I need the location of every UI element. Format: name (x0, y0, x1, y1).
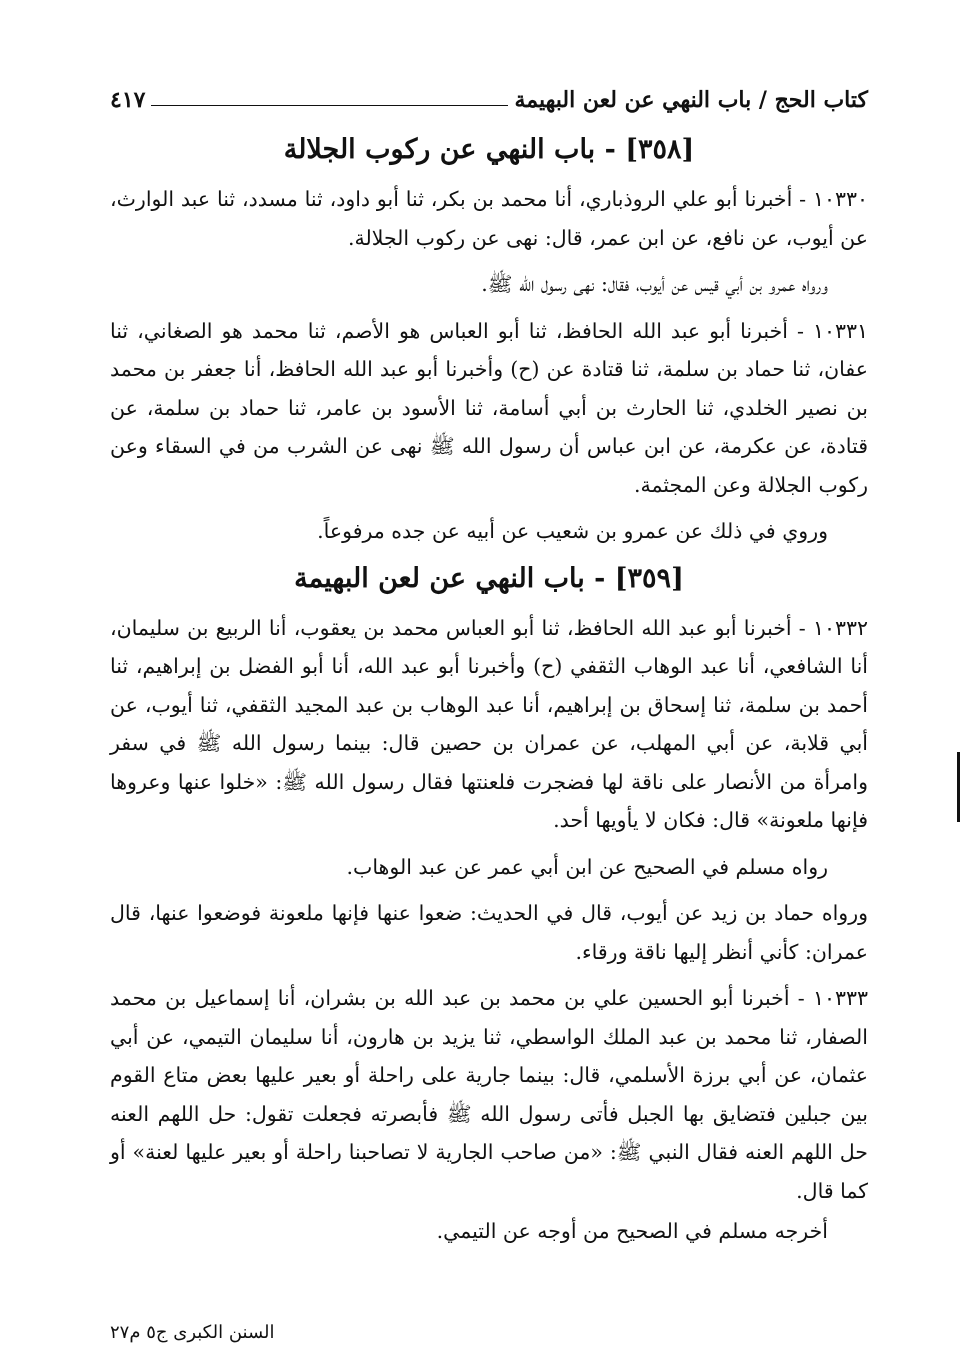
page-number: ٤١٧ (110, 87, 146, 113)
hadith-10330: ١٠٣٣٠ - أخبرنا أبو علي الروذباري، أنا محمد بن بكر، ثنا أبو داود، ثنا مسدد، ثنا عبد الوارث، عن أيوب، عن نافع، عن ابن عمر، قال: نهى عن ركوب الجلالة. (110, 187, 868, 250)
header-rule (151, 105, 508, 106)
chapter-heading-358: [٣٥٨] - باب النهي عن ركوب الجلالة (283, 134, 695, 165)
chapter-heading-359: [٣٥٩] - باب النهي عن لعن البهيمة (294, 562, 684, 594)
hadith-10331: ١٠٣٣١ - أخبرنا أبو عبد الله الحافظ، ثنا أبو العباس هو الأصم، ثنا محمد هو الصغاني، ثنا عفان، ثنا حماد بن سلمة، ثنا قتادة عن (ح) وأخبرنا أبو عبد الله الحافظ، أنا جعفر بن محمد بن نصير الخلدي، ثنا الحارث بن أبي أسامة، ثنا الأسود بن عامر، ثنا حماد بن سلمة، عن قتادة، عن عكرمة، عن ابن عباس أن رسول الله ﷺ نهى عن الشرب من في السقاء وعن ركوب الجلالة وعن المجثمة. (110, 318, 868, 497)
margin-mark (957, 752, 960, 822)
volume-signature: السنن الكبرى ج٥ م٢٧ (110, 1322, 275, 1343)
narration-note: ورواه حماد بن زيد عن أيوب، قال في الحديث: ضعوا عنها فإنها ملعونة فوضعوا عنها، قال عمران: كأني أنظر إليها ناقة ورقاء. (110, 901, 868, 964)
hadith-10333: ١٠٣٣٣ - أخبرنا أبو الحسين علي بن محمد بن عبد الله بن بشران، أنا إسماعيل بن محمد الصفار، ثنا محمد بن عبد الملك الواسطي، ثنا يزيد بن هارون، أنا سليمان التيمي، عن أبي عثمان، عن أبي برزة الأسلمي، قال: بينما جارية على راحلة أو بعير عليها بعض متاع القوم بين جبلين فتضايق بها الجبل فأتى رسول الله ﷺ فأبصرته فجعلت تقول: حل اللهم العنه حل اللهم العنه فقال النبي ﷺ: «من صاحب الجارية لا تصاحبنا راحلة أو بعير عليها لعنة» أو كما قال. (110, 986, 868, 1203)
running-title: كتاب الحج / باب النهي عن لعن البهيمة (514, 87, 868, 113)
page-body (110, 122, 868, 1253)
narration-note: وروي في ذلك عن عمرو بن شعيب عن أبيه عن جده مرفوعاً. (317, 519, 828, 543)
page-footer (110, 1322, 868, 1343)
narration-note: ورواه عمرو بن أبي قيس عن أيوب، فقال: نهى رسول الله ﷺ. (481, 272, 828, 296)
narration-note: أخرجه مسلم في الصحيح من أوجه عن التيمي. (436, 1219, 828, 1243)
narration-note: رواه مسلم في الصحيح عن ابن أبي عمر عن عبد الوهاب. (346, 854, 828, 879)
page-header (110, 78, 868, 114)
hadith-10332: ١٠٣٣٢ - أخبرنا أبو عبد الله الحافظ، ثنا أبو العباس محمد بن يعقوب، أنا الربيع بن سليمان، أنا الشافعي، أنا عبد الوهاب الثقفي (ح) وأخبرنا أبو عبد الله، أنا أبو الفضل بن إبراهيم، ثنا أحمد بن سلمة، ثنا إسحاق بن إبراهيم، أنا عبد الوهاب بن عبد المجيد الثقفي، ثنا أيوب، عن أبي قلابة، عن أبي المهلب، عن عمران بن حصين قال: بينما رسول الله ﷺ في سفر وامرأة من الأنصار على ناقة لها فضجرت فلعنتها فقال رسول الله ﷺ: «خلوا عنها وعروها فإنها ملعونة» قال: فكان لا يأويها أحد. (110, 615, 868, 832)
